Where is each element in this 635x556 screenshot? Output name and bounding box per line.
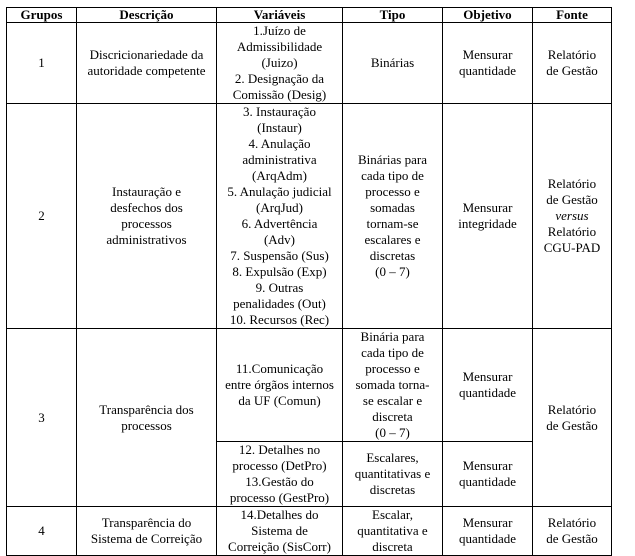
text-line: 14.Detalhes do: [240, 507, 319, 522]
text-line: de Gestão: [546, 417, 598, 433]
text-line: 6. Advertência: [241, 216, 318, 231]
cell-descricao: [77, 23, 217, 104]
text-line: Relatório: [547, 47, 597, 62]
text-line: Mensurar: [462, 47, 513, 62]
cell-objetivo: [443, 507, 533, 556]
cell-fonte: [533, 329, 612, 507]
cell-tipo: [343, 329, 443, 442]
text-line: Sistema de Correição: [90, 531, 203, 546]
cell-variaveis: [217, 329, 343, 442]
text-line: (0 – 7): [375, 425, 410, 440]
table-row: [7, 329, 612, 442]
text-line: Admissibilidade: [236, 39, 323, 54]
text-line: cada tipo de: [361, 168, 424, 183]
header-objetivo: Objetivo: [443, 8, 533, 23]
text-line: Escalares,: [366, 450, 419, 465]
text-line: Binárias: [370, 55, 415, 70]
header-variaveis: Variáveis: [217, 8, 343, 23]
text-line: Mensurar: [462, 369, 513, 384]
text-line: escalares e: [364, 232, 421, 247]
cell-variaveis: [217, 23, 343, 104]
text-line: processos: [121, 417, 172, 433]
text-line: desfechos dos: [110, 200, 183, 215]
text-line: quantitativa e: [357, 523, 428, 538]
text-line: Binárias para: [358, 152, 427, 167]
header-grupos: Grupos: [7, 8, 77, 23]
text-line: CGU-PAD: [543, 240, 601, 255]
cell-grupo: 2: [7, 104, 77, 329]
text-line: 11.Comunicação: [235, 361, 324, 376]
cell-fonte: [533, 104, 612, 329]
text-line: Correição (SisCorr): [228, 539, 331, 554]
text-line: 2. Designação da: [234, 71, 325, 86]
text-line: 10. Recursos (Rec): [229, 312, 330, 327]
table-row: [7, 507, 612, 556]
text-line: Binária para: [360, 329, 425, 344]
cell-fonte: [533, 507, 612, 556]
header-fonte: Fonte: [533, 8, 612, 23]
text-line: (Juizo): [261, 55, 298, 70]
text-line: processo e: [365, 361, 420, 376]
cell-fonte: [533, 23, 612, 104]
text-line: Mensurar: [462, 458, 513, 473]
text-line: de Gestão: [546, 63, 598, 78]
text-line: versus: [555, 208, 589, 223]
text-line: processo e: [365, 184, 420, 199]
text-line: Comissão (Desig): [232, 87, 327, 102]
cell-descricao: [77, 104, 217, 329]
text-line: somadas: [370, 200, 415, 215]
table-row: [7, 104, 612, 329]
text-line: (0 – 7): [375, 264, 410, 279]
header-descricao: Descrição: [77, 8, 217, 23]
text-line: tornam-se: [366, 216, 419, 231]
cell-variaveis: [217, 442, 343, 507]
text-line: se escalar e: [362, 393, 423, 408]
text-line: discretas: [369, 248, 416, 263]
text-line: 7. Suspensão (Sus): [230, 248, 329, 263]
text-line: autoridade competente: [87, 63, 206, 78]
text-line: Mensurar: [462, 200, 513, 215]
text-line: 13.Gestão do: [245, 474, 314, 489]
text-line: Mensurar: [462, 515, 513, 530]
table-row: [7, 23, 612, 104]
text-line: Instauração e: [112, 184, 181, 199]
cell-tipo: [343, 23, 443, 104]
text-line: entre órgãos internos: [225, 377, 334, 392]
text-line: Transparência do: [101, 515, 192, 530]
cell-variaveis: [217, 104, 343, 329]
cell-descricao: [77, 329, 217, 507]
text-line: 1.Juízo de: [253, 23, 306, 38]
text-line: penalidades (Out): [233, 296, 326, 311]
variables-table: [6, 7, 612, 556]
text-line: cada tipo de: [361, 345, 424, 360]
text-line: da UF (Comun): [238, 393, 321, 408]
text-line: (Instaur): [257, 120, 302, 135]
text-line: integridade: [458, 216, 517, 231]
text-line: Relatório: [547, 401, 597, 417]
text-line: Sistema de: [251, 523, 308, 538]
cell-grupo: 1: [7, 23, 77, 104]
header-tipo: Tipo: [343, 8, 443, 23]
cell-tipo: [343, 104, 443, 329]
text-line: quantidade: [458, 474, 517, 489]
cell-objetivo: [443, 329, 533, 442]
cell-grupo: 4: [7, 507, 77, 556]
text-line: discreta: [372, 409, 413, 424]
text-line: 3. Instauração: [243, 104, 316, 119]
text-line: Escalar,: [372, 507, 413, 522]
text-line: de Gestão: [546, 531, 598, 546]
text-line: quantidade: [458, 63, 517, 78]
text-line: somada torna-: [355, 377, 430, 392]
cell-objetivo: [443, 23, 533, 104]
text-line: Transparência dos: [99, 401, 194, 417]
text-line: Discricionariedade da: [89, 47, 204, 62]
cell-objetivo: [443, 104, 533, 329]
text-line: quantidade: [458, 531, 517, 546]
text-line: 9. Outras: [255, 280, 304, 295]
text-line: processo (DetPro): [232, 458, 327, 473]
text-line: administrativa: [242, 152, 317, 167]
text-line: 4. Anulação: [248, 136, 311, 151]
text-line: (ArqAdm): [252, 168, 307, 183]
cell-descricao: [77, 507, 217, 556]
cell-grupo: 3: [7, 329, 77, 507]
text-line: Relatório: [547, 515, 597, 530]
cell-tipo: [343, 507, 443, 556]
text-line: Relatório: [547, 224, 597, 239]
text-line: processo (GestPro): [229, 490, 330, 505]
text-line: discreta: [372, 539, 413, 554]
text-line: discretas: [369, 482, 416, 497]
text-line: (Adv): [263, 232, 296, 247]
header-row: [7, 8, 612, 23]
text-line: 8. Expulsão (Exp): [232, 264, 327, 279]
text-line: de Gestão: [546, 192, 598, 207]
text-line: administrativos: [106, 232, 187, 247]
text-line: quantitativas e: [354, 466, 431, 481]
text-line: processos: [121, 216, 172, 231]
cell-variaveis: [217, 507, 343, 556]
cell-tipo: [343, 442, 443, 507]
cell-objetivo: [443, 442, 533, 507]
text-line: 5. Anulação judicial: [227, 184, 332, 199]
text-line: 12. Detalhes no: [238, 442, 321, 457]
text-line: quantidade: [458, 385, 517, 400]
text-line: (ArqJud): [256, 200, 303, 215]
text-line: Relatório: [547, 176, 597, 191]
